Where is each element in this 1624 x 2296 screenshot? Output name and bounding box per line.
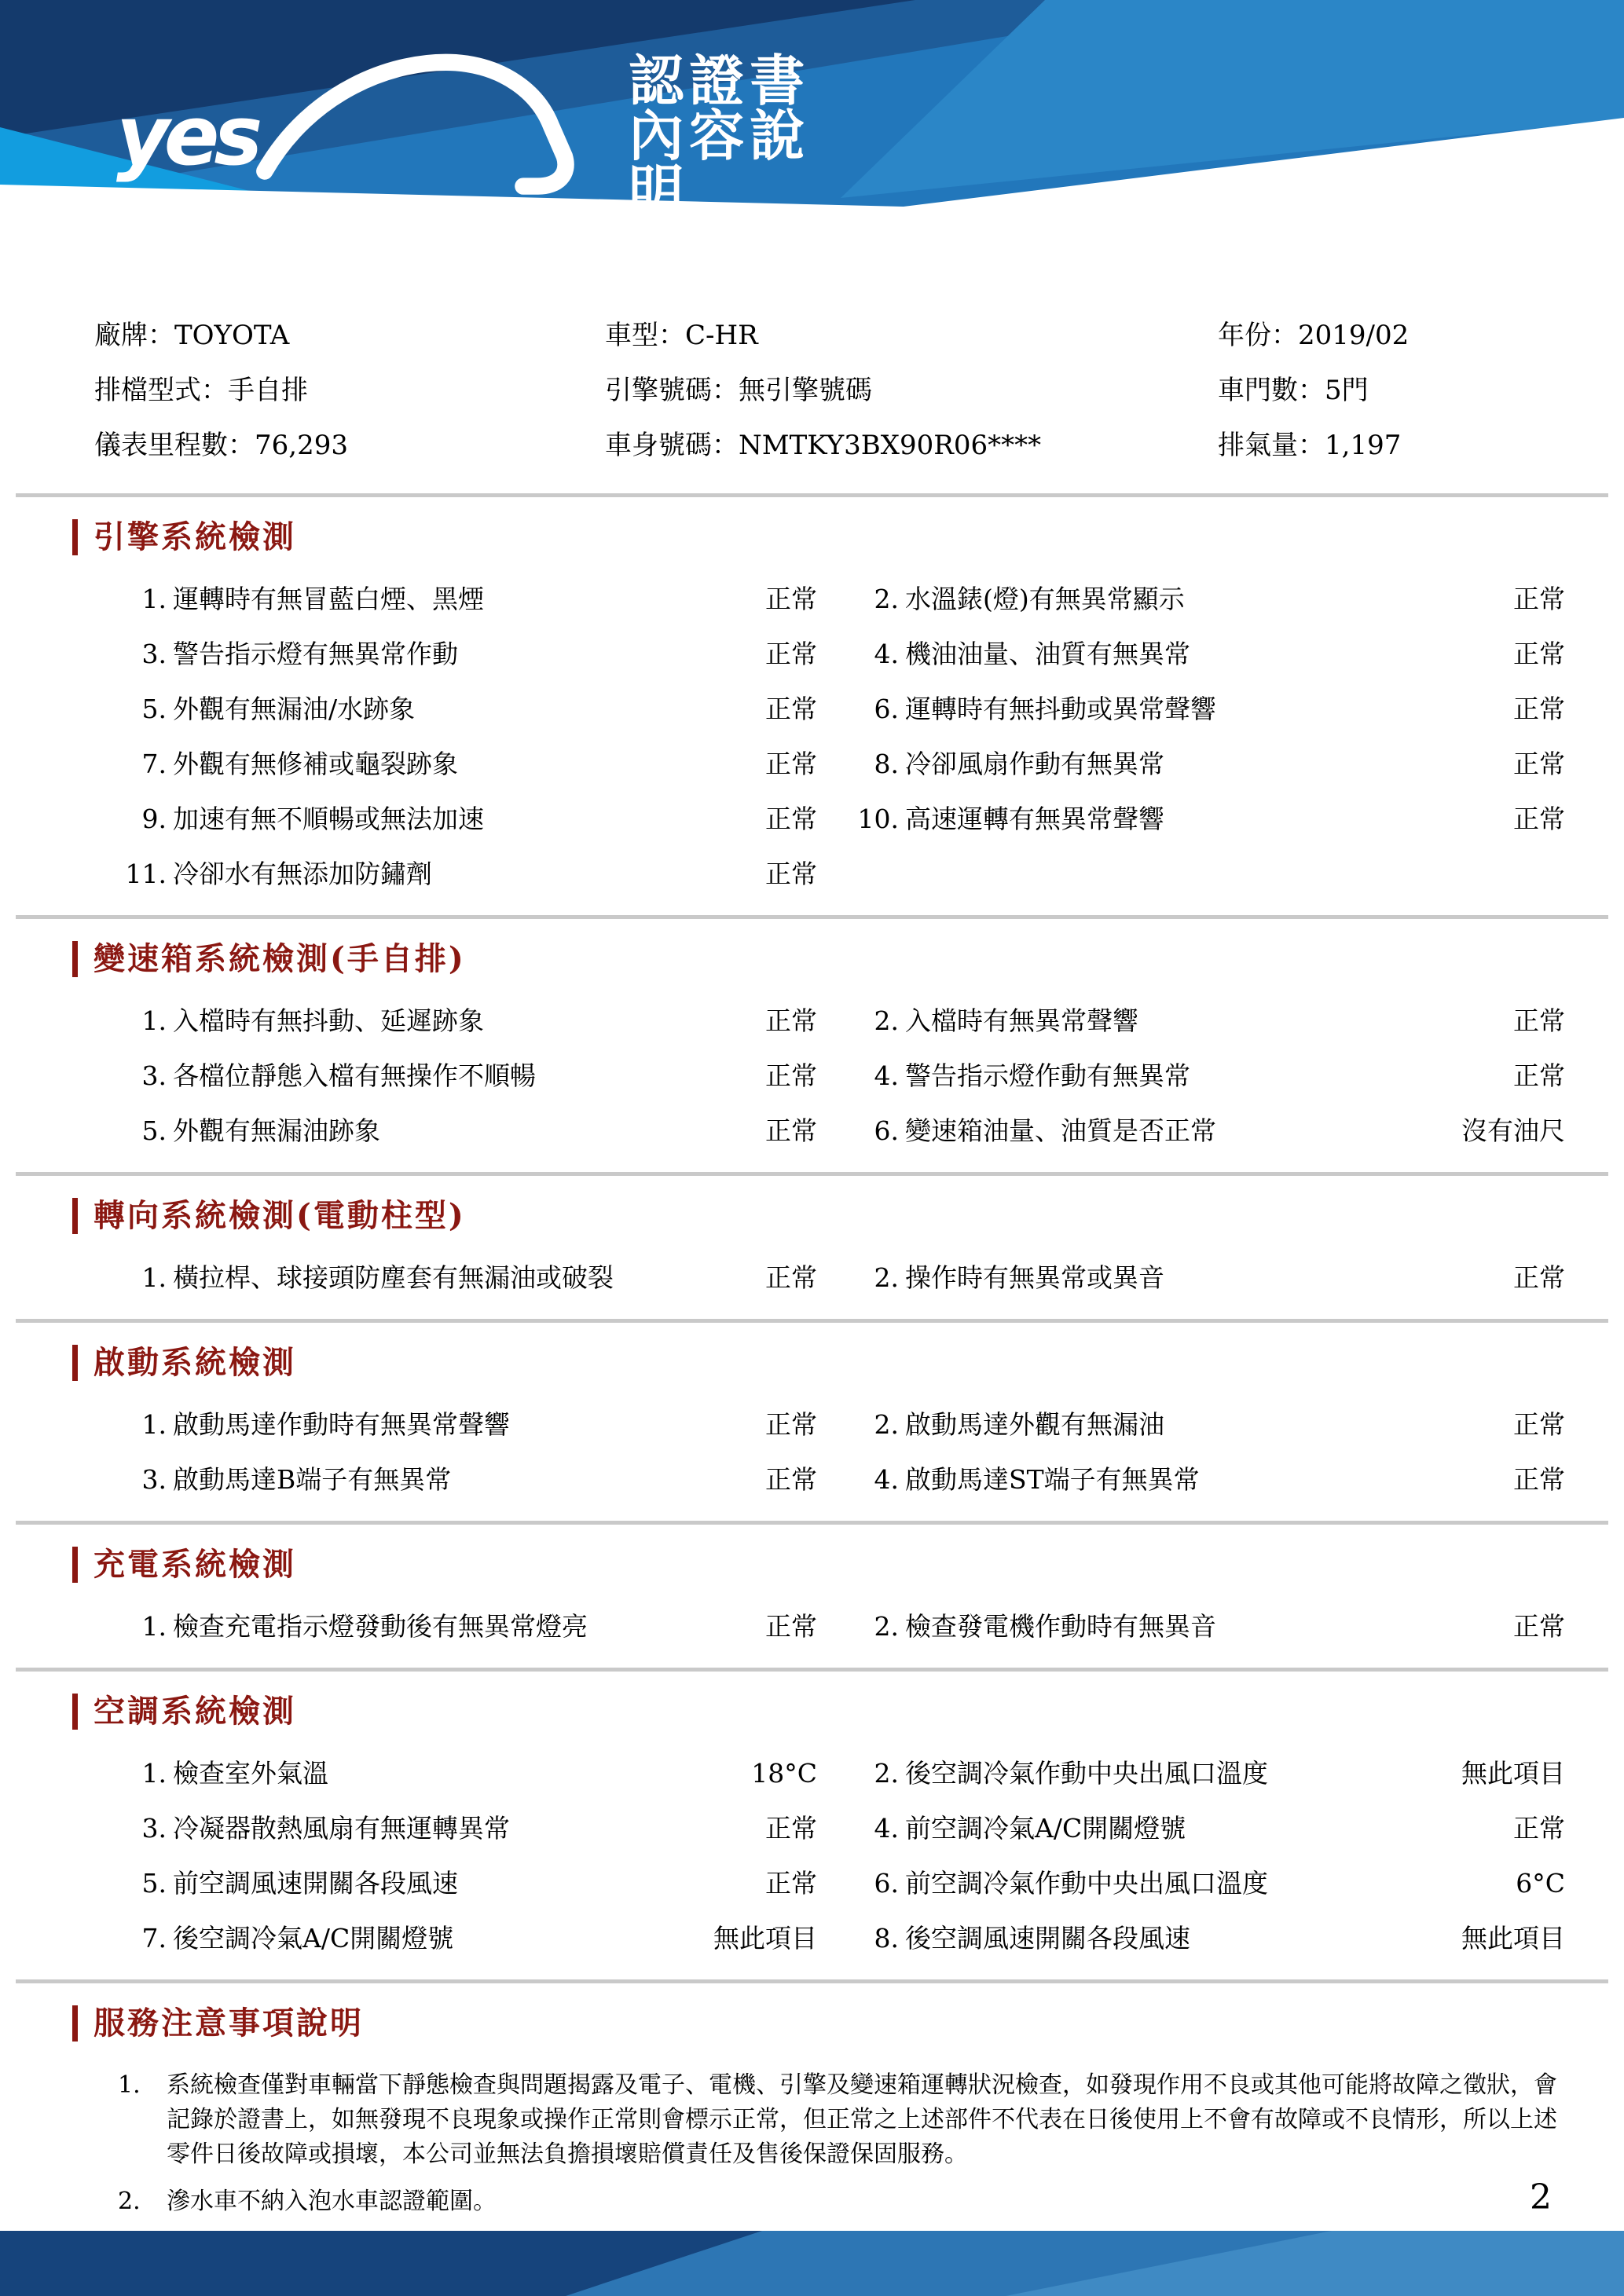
inspection-result: 18°C — [751, 1758, 817, 1789]
inspection-result: 正常 — [1513, 1409, 1565, 1440]
inspection-result: 正常 — [765, 584, 817, 614]
service-note: 2. 滲水車不納入泡水車認證範圍。 — [118, 2188, 497, 2215]
inspection-result: 正常 — [765, 1262, 817, 1293]
inspection-item: 3. 各檔位靜態入檔有無操作不順暢 — [141, 1060, 536, 1091]
inspection-item: 11. 冷卻水有無添加防鏽劑 — [125, 859, 432, 889]
inspection-result: 正常 — [765, 1868, 817, 1899]
inspection-result: 正常 — [1513, 1005, 1565, 1036]
inspection-item: 7. 外觀有無修補或龜裂跡象 — [141, 749, 458, 779]
inspection-item: 6. 運轉時有無抖動或異常聲響 — [874, 694, 1216, 724]
inspection-item: 2. 後空調冷氣作動中央出風口溫度 — [874, 1758, 1268, 1789]
inspection-result: 正常 — [765, 1813, 817, 1844]
inspection-result: 正常 — [1513, 584, 1565, 614]
inspection-item: 6. 變速箱油量、油質是否正常 — [874, 1115, 1216, 1146]
inspection-result: 正常 — [765, 1115, 817, 1146]
info-field: 引擎號碼：無引擎號碼 — [605, 375, 872, 406]
inspection-item: 1. 運轉時有無冒藍白煙、黑煙 — [141, 584, 484, 614]
inspection-item: 1. 橫拉桿、球接頭防塵套有無漏油或破裂 — [141, 1262, 614, 1293]
document-body — [0, 308, 1624, 2266]
page-title: 認證書內容說明 — [629, 48, 811, 223]
info-field: 儀表里程數：76,293 — [94, 430, 348, 461]
inspection-item: 4. 機油油量、油質有無異常 — [874, 639, 1190, 669]
section-air-conditioning — [0, 1672, 1624, 1979]
inspection-item: 1. 檢查充電指示燈發動後有無異常燈亮 — [141, 1611, 588, 1642]
inspection-result: 正常 — [1513, 694, 1565, 724]
inspection-item: 5. 外觀有無漏油/水跡象 — [141, 694, 416, 724]
inspection-item: 2. 水溫錶(燈)有無異常顯示 — [874, 584, 1185, 614]
section-title: 空調系統檢測 — [72, 1694, 296, 1730]
inspection-item: 5. 外觀有無漏油跡象 — [141, 1115, 380, 1146]
inspection-result: 正常 — [765, 1464, 817, 1495]
inspection-item: 3. 啟動馬達B端子有無異常 — [141, 1464, 452, 1495]
inspection-result: 無此項目 — [1461, 1923, 1565, 1954]
section-transmission — [0, 919, 1624, 1172]
section-service-notes — [0, 1983, 1624, 2266]
inspection-result: 6°C — [1516, 1868, 1565, 1899]
section-title: 轉向系統檢測(電動柱型) — [72, 1198, 466, 1234]
footer-background — [0, 2231, 1624, 2296]
inspection-rows — [118, 1756, 1565, 1956]
inspection-result: 正常 — [765, 1611, 817, 1642]
inspection-item: 4. 警告指示燈作動有無異常 — [874, 1060, 1190, 1091]
inspection-item: 1. 啟動馬達作動時有無異常聲響 — [141, 1409, 510, 1440]
inspection-item: 2. 檢查發電機作動時有無異音 — [874, 1611, 1216, 1642]
info-field: 年份：2019/02 — [1218, 320, 1410, 351]
inspection-item: 3. 冷凝器散熱風扇有無運轉異常 — [141, 1813, 510, 1844]
inspection-rows — [118, 1004, 1565, 1148]
section-title: 引擎系統檢測 — [72, 519, 296, 555]
section-steering — [0, 1176, 1624, 1319]
info-field: 廠牌：TOYOTA — [94, 320, 290, 351]
inspection-item: 8. 冷卻風扇作動有無異常 — [874, 749, 1164, 779]
inspection-result: 正常 — [1513, 749, 1565, 779]
inspection-result: 無此項目 — [1461, 1758, 1565, 1789]
inspection-result: 正常 — [1513, 1464, 1565, 1495]
section-engine — [0, 497, 1624, 915]
inspection-result: 正常 — [765, 749, 817, 779]
inspection-item: 2. 入檔時有無異常聲響 — [874, 1005, 1138, 1036]
inspection-item: 3. 警告指示燈有無異常作動 — [141, 639, 458, 669]
inspection-item: 7. 後空調冷氣A/C開關燈號 — [141, 1923, 454, 1954]
section-title: 服務注意事項說明 — [72, 2005, 364, 2041]
page-number: 2 — [1530, 2177, 1552, 2217]
inspection-result: 沒有油尺 — [1461, 1115, 1565, 1146]
inspection-rows — [118, 1408, 1565, 1497]
vehicle-info — [94, 308, 1557, 473]
section-charging — [0, 1525, 1624, 1668]
inspection-result: 正常 — [765, 1409, 817, 1440]
inspection-result: 正常 — [765, 804, 817, 834]
section-title: 充電系統檢測 — [72, 1547, 296, 1583]
inspection-item: 9. 加速有無不順暢或無法加速 — [141, 804, 484, 834]
inspection-result: 無此項目 — [713, 1923, 817, 1954]
info-field: 車身號碼：NMTKY3BX90R06**** — [605, 430, 1042, 461]
inspection-item: 1. 入檔時有無抖動、延遲跡象 — [141, 1005, 484, 1036]
footer-banner — [0, 2231, 1624, 2296]
car-outline-icon — [246, 8, 602, 237]
inspection-result: 正常 — [1513, 804, 1565, 834]
inspection-item: 4. 前空調冷氣A/C開關燈號 — [874, 1813, 1186, 1844]
inspection-result: 正常 — [765, 694, 817, 724]
inspection-item: 5. 前空調風速開關各段風速 — [141, 1868, 458, 1899]
section-title: 啟動系統檢測 — [72, 1345, 296, 1381]
service-note: 1. 系統檢查僅對車輛當下靜態檢查與問題揭露及電子、電機、引擎及變速箱運轉狀況檢查，如發現作用不良或其他可能將故障之徵狀，會記錄於證書上，如無發現不良現象或操作正常則會標示正常，但正常之上述部件不代表在日後使用上不會有故障或不良情形，所以上述零件日後故障或損壞，本公司並無法負擔損壞賠償責任及售後保證保固服務。 — [118, 2071, 1557, 2168]
banner-content — [116, 35, 838, 237]
info-field: 車門數：5門 — [1218, 375, 1369, 406]
inspection-result: 正常 — [1513, 1262, 1565, 1293]
section-title: 變速箱系統檢測(手自排) — [72, 941, 466, 977]
yes-logo: yes — [116, 87, 258, 184]
info-field: 排氣量：1,197 — [1218, 430, 1402, 461]
inspection-rows — [118, 1609, 1565, 1644]
inspection-item: 1. 檢查室外氣溫 — [141, 1758, 328, 1789]
info-field: 排檔型式：手自排 — [94, 375, 308, 406]
inspection-rows — [118, 1261, 1565, 1295]
header-banner — [0, 0, 1624, 223]
inspection-item: 6. 前空調冷氣作動中央出風口溫度 — [874, 1868, 1268, 1899]
inspection-item: 8. 後空調風速開關各段風速 — [874, 1923, 1190, 1954]
inspection-item: 4. 啟動馬達ST端子有無異常 — [874, 1464, 1200, 1495]
section-starter — [0, 1323, 1624, 1521]
inspection-item: 2. 操作時有無異常或異音 — [874, 1262, 1164, 1293]
inspection-result: 正常 — [1513, 1611, 1565, 1642]
inspection-rows — [118, 582, 1565, 892]
inspection-result: 正常 — [1513, 1060, 1565, 1091]
inspection-result: 正常 — [1513, 639, 1565, 669]
info-field: 車型：C-HR — [605, 320, 758, 351]
inspection-item: 10. 高速運轉有無異常聲響 — [857, 804, 1164, 834]
inspection-item: 2. 啟動馬達外觀有無漏油 — [874, 1409, 1164, 1440]
inspection-result: 正常 — [765, 639, 817, 669]
inspection-result: 正常 — [765, 1005, 817, 1036]
inspection-result: 正常 — [765, 1060, 817, 1091]
inspection-result: 正常 — [1513, 1813, 1565, 1844]
inspection-result: 正常 — [765, 859, 817, 889]
